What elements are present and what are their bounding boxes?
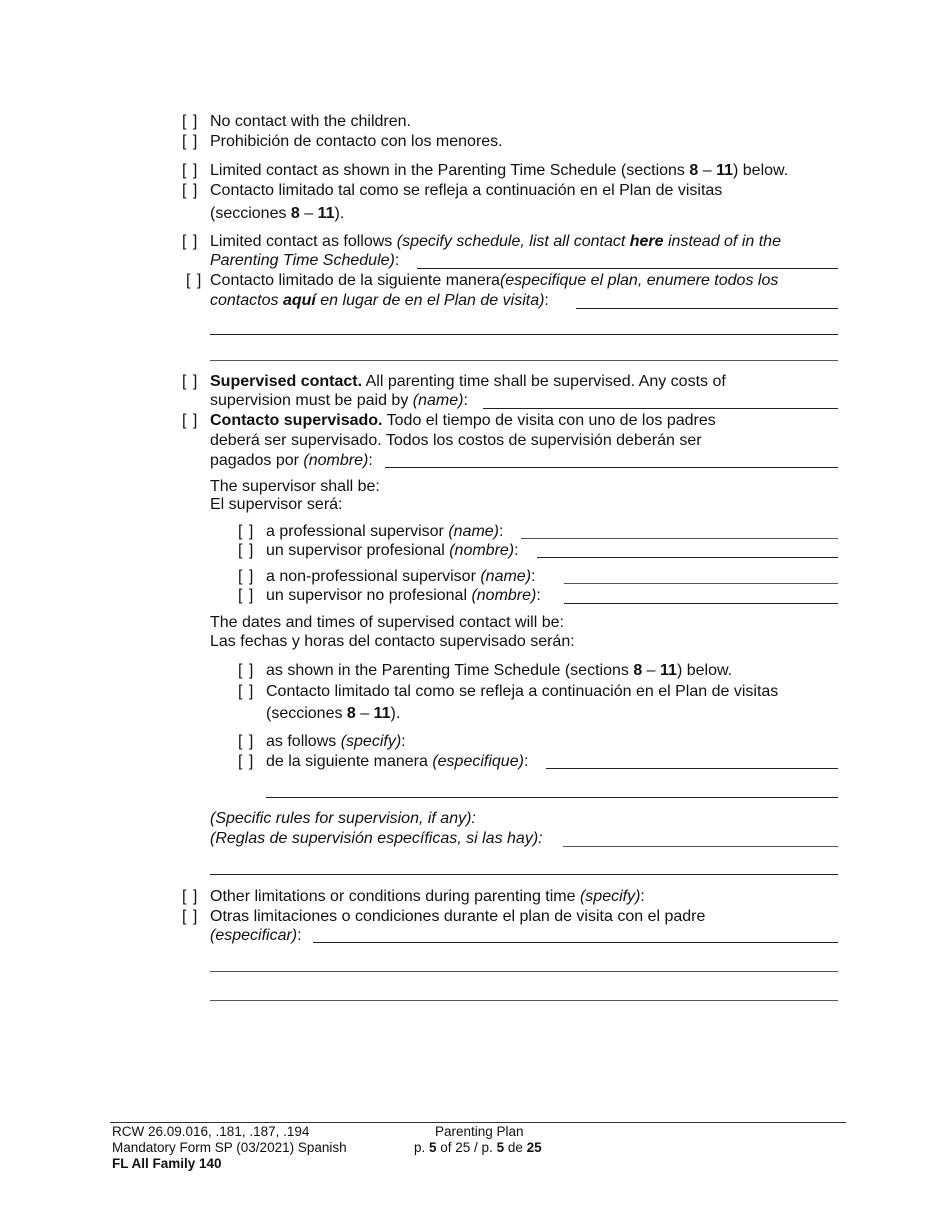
limited-follows-es-line1: Contacto limitado de la siguiente manera(especifique el plan, enumere todos los [210, 272, 779, 289]
professional-en: a professional supervisor (name): [266, 523, 504, 540]
as-follows-field[interactable] [546, 768, 838, 769]
no-contact-en: No contact with the children. [210, 113, 411, 130]
checkbox-no-contact-es[interactable]: [ ] [182, 133, 199, 150]
limited-follows-en-field[interactable] [417, 268, 838, 269]
supervised-es-line2: deberá ser supervisado. Todos los costos de supervisión deberán ser [210, 432, 702, 449]
checkbox-limited-follows[interactable]: [ ] [182, 233, 199, 250]
footer-family: FL All Family 140 [112, 1156, 222, 1171]
limited-follows-es-field[interactable] [576, 308, 838, 309]
other-limitations-field[interactable] [313, 942, 838, 943]
rules-field[interactable] [563, 846, 838, 847]
checkbox-other-limitations-es[interactable]: [ ] [182, 908, 199, 925]
supervised-en-line1: Supervised contact. All parenting time shall be supervised. Any costs of [210, 373, 726, 390]
checkbox-non-professional-es[interactable]: [ ] [238, 587, 255, 604]
limited-follows-es-line2: contactos aquí en lugar de en el Plan de visita): [210, 292, 549, 309]
dates-times-en: The dates and times of supervised contact will be: [210, 614, 564, 631]
footer-rcw: RCW 26.09.016, .181, .187, .194 [112, 1124, 310, 1139]
checkbox-supervised-es[interactable]: [ ] [182, 412, 199, 429]
supervisor-shall-be-es: El supervisor será: [210, 496, 343, 513]
checkbox-limited-schedule-es[interactable]: [ ] [182, 182, 199, 199]
non-professional-es: un supervisor no profesional (nombre): [266, 587, 541, 604]
professional-es: un supervisor profesional (nombre): [266, 542, 519, 559]
other-limitations-es-line2: (especificar): [210, 927, 302, 944]
rules-extra-line[interactable] [210, 874, 838, 875]
as-shown-es-line1: Contacto limitado tal como se refleja a continuación en el Plan de visitas [266, 683, 779, 700]
footer-page-number: p. 5 of 25 / p. 5 de 25 [414, 1140, 542, 1155]
as-follows-es: de la siguiente manera (especifique): [266, 753, 529, 770]
non-professional-en: a non-professional supervisor (name): [266, 568, 536, 585]
checkbox-as-shown-es[interactable]: [ ] [238, 683, 255, 700]
other-limitations-extra-line-2[interactable] [210, 1000, 838, 1001]
footer-title: Parenting Plan [435, 1124, 524, 1139]
checkbox-limited-schedule[interactable]: [ ] [182, 162, 199, 179]
as-follows-en: as follows (specify): [266, 733, 406, 750]
non-professional-en-field[interactable] [564, 583, 838, 584]
supervised-pagados-field[interactable] [385, 467, 838, 468]
checkbox-supervised[interactable]: [ ] [182, 373, 199, 390]
other-limitations-extra-line-1[interactable] [210, 971, 838, 972]
limited-follows-extra-line-1[interactable] [210, 334, 838, 335]
supervised-paid-by-field[interactable] [483, 408, 838, 409]
supervisor-shall-be-en: The supervisor shall be: [210, 478, 380, 495]
other-limitations-es-line1: Otras limitaciones o condiciones durante el plan de visita con el padre [210, 908, 706, 925]
supervised-es-line1: Contacto supervisado. Todo el tiempo de visita con uno de los padres [210, 412, 716, 429]
limited-follows-en-line2: Parenting Time Schedule): [210, 252, 400, 269]
professional-es-field[interactable] [537, 557, 838, 558]
footer-rule [110, 1122, 846, 1123]
checkbox-professional-es[interactable]: [ ] [238, 542, 255, 559]
as-shown-es-line2: (secciones 8 – 11). [266, 705, 401, 722]
limited-follows-extra-line-2[interactable] [210, 360, 838, 361]
dates-times-es: Las fechas y horas del contacto supervisado serán: [210, 633, 575, 650]
limited-schedule-en: Limited contact as shown in the Parenting Time Schedule (sections 8 – 11) below. [210, 162, 789, 179]
as-follows-extra-line[interactable] [266, 797, 838, 798]
checkbox-no-contact[interactable]: [ ] [182, 113, 199, 130]
other-limitations-en: Other limitations or conditions during parenting time (specify): [210, 888, 645, 905]
professional-en-field[interactable] [521, 538, 838, 539]
non-professional-es-field[interactable] [564, 603, 838, 604]
as-shown-en: as shown in the Parenting Time Schedule (sections 8 – 11) below. [266, 662, 733, 679]
checkbox-as-follows[interactable]: [ ] [238, 733, 255, 750]
checkbox-non-professional[interactable]: [ ] [238, 568, 255, 585]
checkbox-as-follows-es[interactable]: [ ] [238, 753, 255, 770]
supervised-en-line2: supervision must be paid by (name): [210, 392, 468, 409]
checkbox-other-limitations[interactable]: [ ] [182, 888, 199, 905]
footer-form: Mandatory Form SP (03/2021) Spanish [112, 1140, 347, 1155]
rules-es: (Reglas de supervisión específicas, si las hay): [210, 830, 543, 847]
limited-follows-en-line1: Limited contact as follows (specify schedule, list all contact here instead of in the [210, 233, 781, 250]
limited-schedule-es-line1: Contacto limitado tal como se refleja a continuación en el Plan de visitas [210, 182, 723, 199]
no-contact-es: Prohibición de contacto con los menores. [210, 133, 503, 150]
limited-schedule-es-line2: (secciones 8 – 11). [210, 205, 345, 222]
rules-en: (Specific rules for supervision, if any): [210, 810, 476, 827]
supervised-es-line3: pagados por (nombre): [210, 452, 373, 469]
checkbox-as-shown[interactable]: [ ] [238, 662, 255, 679]
checkbox-limited-follows-es[interactable]: [ ] [186, 272, 203, 289]
checkbox-professional[interactable]: [ ] [238, 523, 255, 540]
